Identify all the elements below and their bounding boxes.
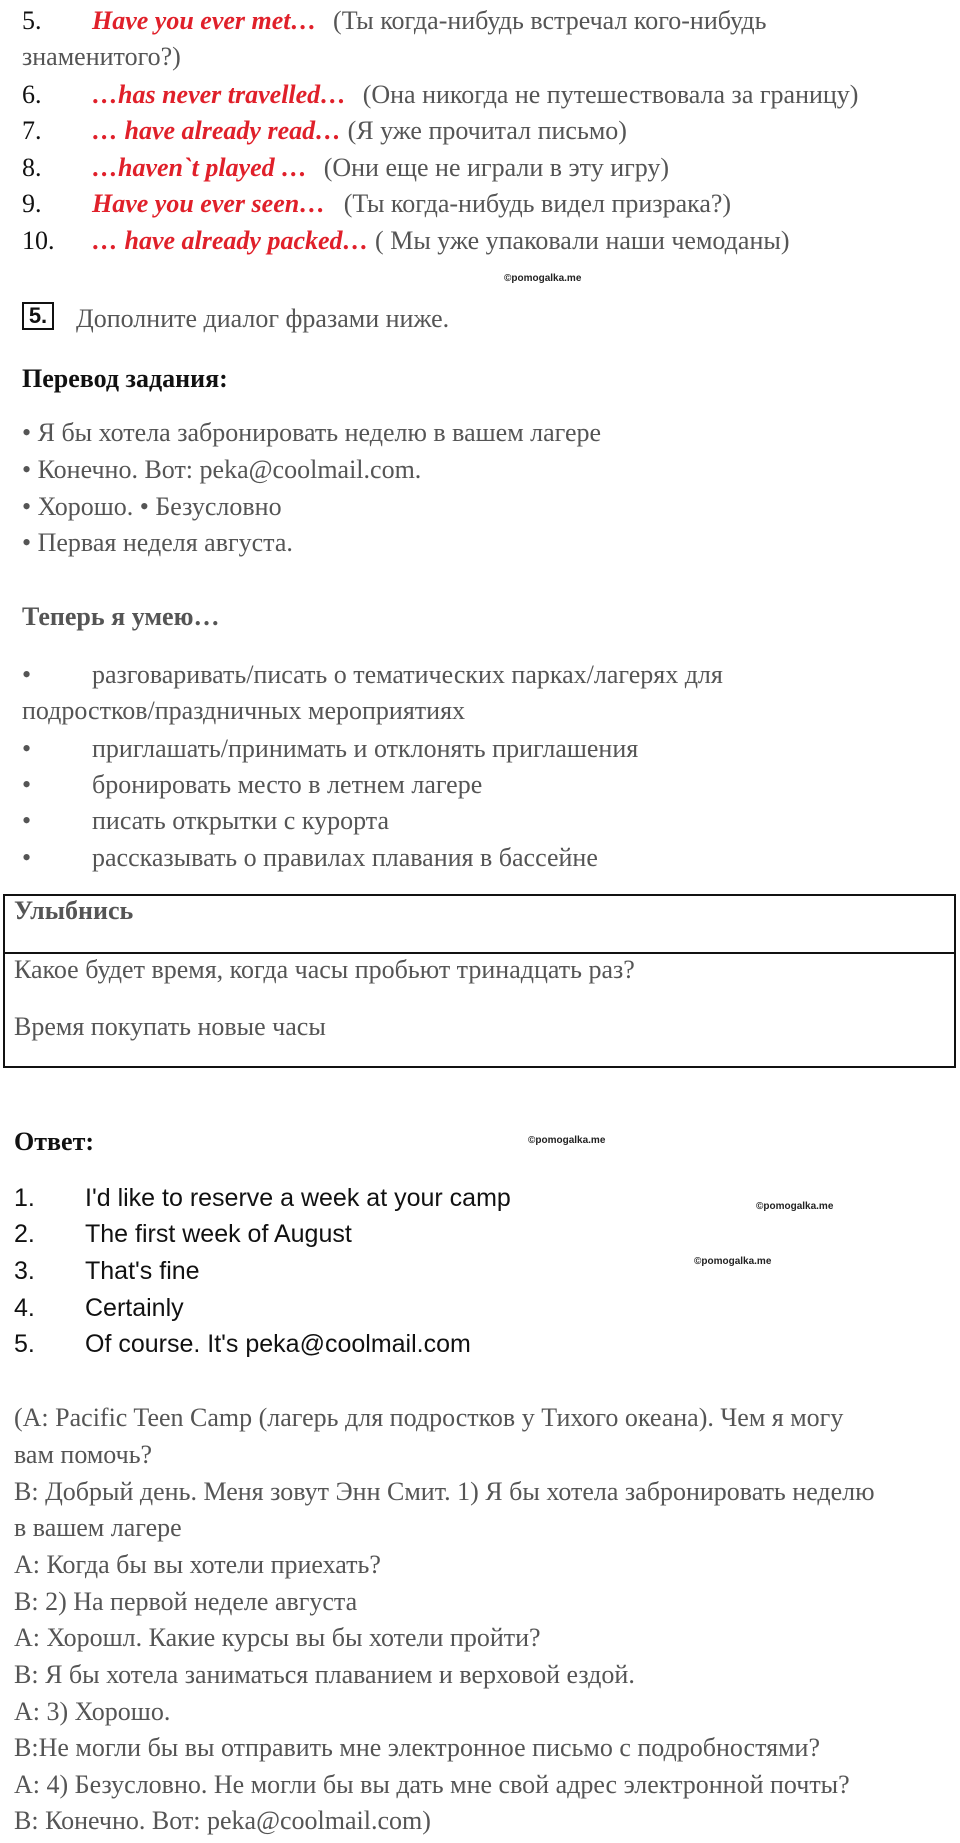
translation-heading: Перевод задания: — [22, 364, 228, 393]
list-item-number: 5. — [14, 1330, 35, 1358]
bullet: • — [22, 806, 32, 835]
list-item-text: писать открытки с курорта — [92, 806, 389, 835]
list-item-body — [92, 80, 858, 110]
list-item-text: бронировать место в летнем лагере — [92, 770, 483, 799]
list-item-text: Of course. It's peka@coolmail.com — [85, 1330, 471, 1358]
list-item-continuation: знаменитого?) — [22, 42, 181, 71]
list-item-text: Certainly — [85, 1294, 184, 1322]
list-item-answer: Have you ever seen… — [92, 189, 326, 218]
task-instruction: Дополните диалог фразами ниже. — [76, 304, 450, 333]
list-item: • Конечно. Вот: peka@coolmail.com. — [22, 455, 422, 484]
list-item-number: 7. — [22, 116, 42, 145]
list-item-translation: (Они еще не играли в эту игру) — [323, 153, 670, 182]
list-item-number: 5. — [22, 6, 42, 35]
list-item-text: разговаривать/писать о тематических парках/лагерях для — [92, 660, 723, 689]
list-item-translation: (Ты когда-нибудь видел призрака?) — [343, 189, 732, 218]
dialogue-line: B: Конечно. Вот: peka@coolmail.com) — [14, 1806, 431, 1835]
list-item — [22, 734, 31, 764]
dialogue-line: A: Когда бы вы хотели приехать? — [14, 1550, 381, 1579]
list-item — [22, 6, 42, 36]
divider — [5, 952, 954, 954]
list-item-number: 9. — [22, 189, 42, 218]
list-item — [22, 153, 42, 183]
bullet: • — [22, 734, 32, 763]
list-item-body — [92, 153, 669, 183]
dialogue-line: в вашем лагере — [14, 1513, 182, 1542]
list-item-number: 4. — [14, 1294, 35, 1322]
dialogue-line: A: 3) Хорошо. — [14, 1697, 171, 1726]
list-item: • Первая неделя августа. — [22, 528, 293, 557]
list-item-number: 1. — [14, 1184, 35, 1212]
list-item-translation: (Ты когда-нибудь встречал кого-нибудь — [333, 6, 767, 35]
list-item-translation: (Я уже прочитал письмо) — [347, 116, 627, 145]
list-item-body — [92, 189, 731, 219]
watermark: ©pomogalka.me — [694, 1256, 772, 1267]
list-item-answer: Have you ever met… — [92, 6, 317, 35]
list-item — [22, 189, 42, 219]
smile-title: Улыбнись — [14, 896, 134, 925]
list-item — [22, 226, 55, 256]
list-item-number: 10. — [22, 226, 55, 255]
watermark: ©pomogalka.me — [756, 1201, 834, 1212]
list-item-text: приглашать/принимать и отклонять приглашения — [92, 734, 639, 763]
answer-heading: Ответ: — [14, 1127, 95, 1156]
list-item-number: 6. — [22, 80, 42, 109]
list-item-answer: … have already packed… — [92, 226, 369, 255]
list-item-number: 2. — [14, 1220, 35, 1248]
list-item-answer: … have already read… — [92, 116, 342, 145]
list-item: • Хорошо. • Безусловно — [22, 492, 282, 521]
list-item — [22, 806, 31, 836]
list-item-body — [92, 226, 790, 256]
list-item — [22, 116, 42, 146]
list-item-answer: …haven`t played … — [92, 153, 308, 182]
dialogue-line: B: Я бы хотела заниматься плаванием и верховой ездой. — [14, 1660, 635, 1689]
list-item — [22, 80, 42, 110]
dialogue-line: A: Хорошл. Какие курсы вы бы хотели пройти? — [14, 1623, 541, 1652]
watermark: ©pomogalka.me — [504, 273, 582, 284]
list-item-body — [92, 6, 766, 36]
list-item-text: I'd like to reserve a week at your camp — [85, 1184, 511, 1212]
dialogue-line: B:Не могли бы вы отправить мне электронное письмо с подробностями? — [14, 1733, 820, 1762]
bullet: • — [22, 770, 32, 799]
dialogue-line: B: Добрый день. Меня зовут Энн Смит. 1) Я бы хотела забронировать неделю — [14, 1477, 875, 1506]
list-item-translation: ( Мы уже упаковали наши чемоданы) — [375, 226, 790, 255]
list-item-number: 8. — [22, 153, 42, 182]
dialogue-line: A: 4) Безусловно. Не могли бы вы дать мне свой адрес электронной почты? — [14, 1770, 850, 1799]
list-item-number: 3. — [14, 1257, 35, 1285]
dialogue-line: вам помочь? — [14, 1440, 153, 1469]
can-do-heading: Теперь я умею… — [22, 602, 220, 631]
task-number-badge: 5. — [22, 302, 54, 330]
list-item — [22, 660, 31, 690]
list-item-translation: (Она никогда не путешествовала за границу) — [362, 80, 859, 109]
bullet: • — [22, 843, 32, 872]
smile-answer: Время покупать новые часы — [14, 1012, 326, 1041]
list-item — [22, 770, 31, 800]
list-item-body — [92, 116, 627, 146]
bullet: • — [22, 660, 32, 689]
list-item — [22, 843, 31, 873]
list-item-text: рассказывать о правилах плавания в бассейне — [92, 843, 598, 872]
watermark: ©pomogalka.me — [528, 1135, 606, 1146]
list-item-answer: …has never travelled… — [92, 80, 347, 109]
list-item-continuation: подростков/праздничных мероприятиях — [22, 696, 466, 725]
list-item-text: The first week of August — [85, 1220, 352, 1248]
smile-question: Какое будет время, когда часы пробьют тринадцать раз? — [14, 955, 635, 984]
list-item: • Я бы хотела забронировать неделю в вашем лагере — [22, 418, 602, 447]
list-item-text: That's fine — [85, 1257, 200, 1285]
dialogue-line: B: 2) На первой неделе августа — [14, 1587, 358, 1616]
dialogue-line: (A: Pacific Teen Camp (лагерь для подростков у Тихого океана). Чем я могу — [14, 1403, 844, 1432]
